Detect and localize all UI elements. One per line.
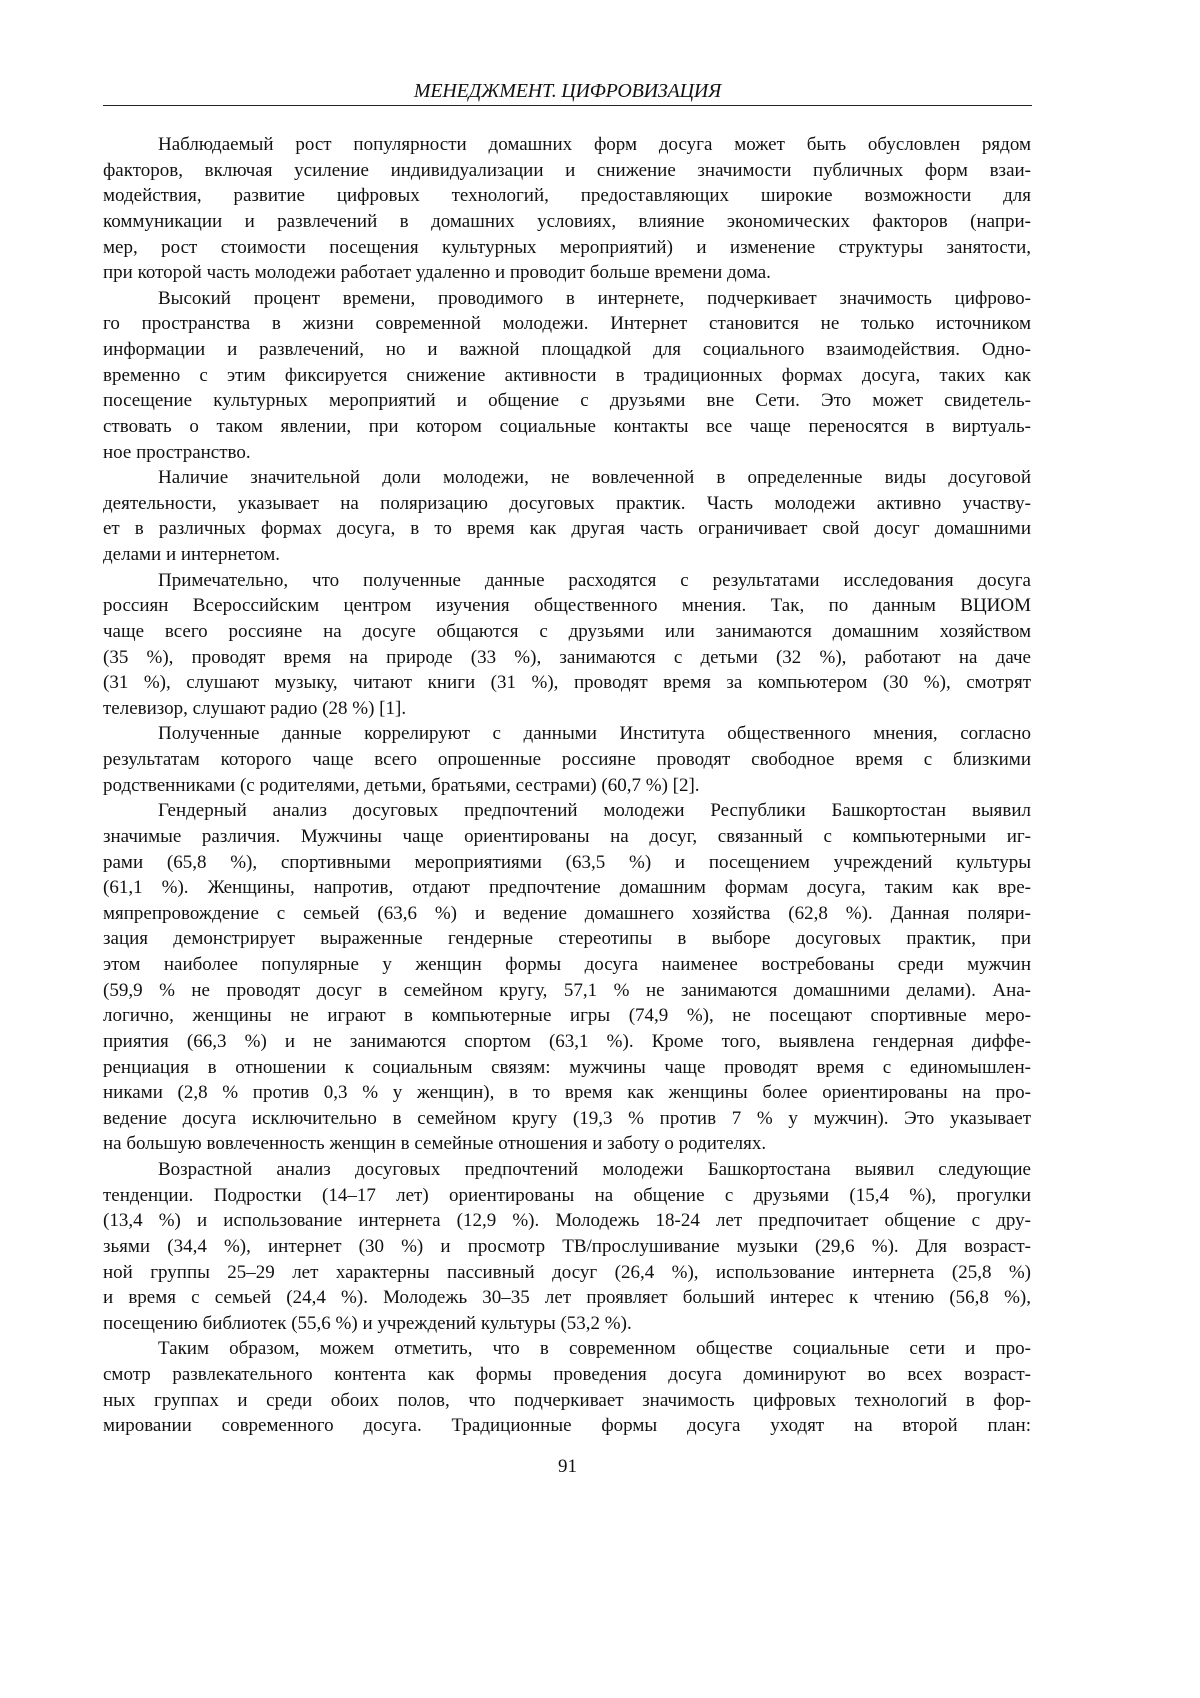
text-line: посещению библиотек (55,6 %) и учреждений культуры (53,2 %). xyxy=(103,1312,632,1334)
text-line: логично, женщины не играют в компьютерные игры (74,9 %), не посещают спортивные меро- xyxy=(103,1005,1031,1027)
paragraph xyxy=(103,1157,1031,1336)
text-line: ных группах и среди обоих полов, что подчеркивает значимость цифровых технологий в фор- xyxy=(103,1389,1031,1411)
text-line: (31 %), слушают музыку, читают книги (31 %), проводят время за компьютером (30 %), смотрят xyxy=(103,672,1031,694)
text-line: и время с семьей (24,4 %). Молодежь 30–35 лет проявляет больший интерес к чтению (56,8 %), xyxy=(103,1287,1031,1309)
text-line: зация демонстрирует выраженные гендерные стереотипы в выборе досуговых практик, при xyxy=(103,928,1031,950)
paragraph xyxy=(103,568,1031,722)
text-line: Таким образом, можем отметить, что в современном обществе социальные сети и про- xyxy=(158,1338,1031,1360)
text-line: ное пространство. xyxy=(103,441,251,463)
text-line: Полученные данные коррелируют с данными Института общественного мнения, согласно xyxy=(158,723,1031,745)
text-line: (35 %), проводят время на природе (33 %), занимаются с детьми (32 %), работают на даче xyxy=(103,646,1031,668)
paragraph xyxy=(103,286,1031,465)
text-line: модействия, развитие цифровых технологий, предоставляющих широкие возможности для xyxy=(103,185,1031,207)
text-line: мировании современного досуга. Традиционные формы досуга уходят на второй план: xyxy=(103,1415,1031,1437)
text-line: мер, рост стоимости посещения культурных мероприятий) и изменение структуры занятости, xyxy=(103,236,1031,258)
text-line: посещение культурных мероприятий и общение с друзьями вне Сети. Это может свидетель- xyxy=(103,390,1031,412)
text-line: этом наиболее популярные у женщин формы досуга наименее востребованы среди мужчин xyxy=(103,954,1031,975)
text-line: (59,9 % не проводят досуг в семейном кругу, 57,1 % не занимаются домашними делами). Ана- xyxy=(103,979,1031,1001)
text-line: Наблюдаемый рост популярности домашних форм досуга может быть обусловлен рядом xyxy=(158,134,1031,155)
text-line: (13,4 %) и использование интернета (12,9 %). Молодежь 18-24 лет предпочитает общение с дру- xyxy=(103,1210,1031,1232)
text-line: мяпрепровождение с семьей (63,6 %) и ведение домашнего хозяйства (62,8 %). Данная поляри- xyxy=(103,902,1031,924)
text-line: Гендерный анализ досуговых предпочтений молодежи Республики Башкортостан выявил xyxy=(158,800,1031,822)
page-number: 91 xyxy=(558,1456,577,1477)
paragraph xyxy=(103,1336,1031,1439)
text-line: чаще всего россияне на досуге общаются с друзьями или занимаются домашним хозяйством xyxy=(103,620,1031,642)
text-line: ренциация в отношении к социальным связям: мужчины чаще проводят время с единомышлен- xyxy=(103,1056,1031,1078)
text-line: го пространства в жизни современной молодежи. Интернет становится не только источником xyxy=(103,313,1031,335)
text-line: рами (65,8 %), спортивными мероприятиями (63,5 %) и посещением учреждений культуры xyxy=(103,851,1031,873)
text-line: Примечательно, что полученные данные расходятся с результатами исследования досуга xyxy=(158,569,1031,591)
text-line: никами (2,8 % против 0,3 % у женщин), в то время как женщины более ориентированы на про- xyxy=(103,1082,1031,1104)
text-line: временно с этим фиксируется снижение активности в традиционных формах досуга, таких как xyxy=(103,364,1031,386)
text-line: ной группы 25–29 лет характерны пассивный досуг (26,4 %), использование интернета (25,8 %) xyxy=(103,1261,1031,1283)
text-line: результатам которого чаще всего опрошенные россияне проводят свободное время с близкими xyxy=(103,749,1031,770)
text-line: на большую вовлеченность женщин в семейные отношения и заботу о родителях. xyxy=(103,1133,767,1155)
text-line: телевизор, слушают радио (28 %) [1]. xyxy=(103,697,407,719)
text-line: делами и интернетом. xyxy=(103,544,281,565)
text-line: Наличие значительной доли молодежи, не вовлеченной в определенные виды досуговой xyxy=(158,467,1031,489)
text-line: россиян Всероссийским центром изучения общественного мнения. Так, по данным ВЦИОМ xyxy=(103,595,1031,617)
paragraph xyxy=(103,721,1031,798)
body-text xyxy=(103,132,1031,1439)
text-line: приятия (66,3 %) и не занимаются спортом (63,1 %). Кроме того, выявлена гендерная диффе- xyxy=(103,1030,1031,1052)
text-line: зьями (34,4 %), интернет (30 %) и просмотр ТВ/прослушивание музыки (29,6 %). Для возраст- xyxy=(103,1235,1031,1257)
text-line: (61,1 %). Женщины, напротив, отдают предпочтение домашним формам досуга, таким как вре- xyxy=(103,877,1031,899)
text-line: значимые различия. Мужчины чаще ориентированы на досуг, связанный с компьютерными иг- xyxy=(103,825,1031,847)
running-header: МЕНЕДЖМЕНТ. ЦИФРОВИЗАЦИЯ xyxy=(413,80,722,102)
text-line: ствовать о таком явлении, при котором социальные контакты все чаще переносятся в виртуаль- xyxy=(103,415,1031,437)
paragraph xyxy=(103,465,1031,568)
text-line: при которой часть молодежи работает удаленно и проводит больше времени дома. xyxy=(103,262,771,284)
text-line: коммуникации и развлечений в домашних условиях, влияние экономических факторов (напри- xyxy=(103,210,1031,232)
text-line: факторов, включая усиление индивидуализации и снижение значимости публичных форм взаи- xyxy=(103,159,1031,181)
text-line: Высокий процент времени, проводимого в интернете, подчеркивает значимость цифрово- xyxy=(158,287,1031,309)
paragraph xyxy=(103,132,1031,286)
text-line: деятельности, указывает на поляризацию досуговых практик. Часть молодежи активно участву- xyxy=(103,492,1031,514)
text-line: информации и развлечений, но и важной площадкой для социального взаимодействия. Одно- xyxy=(103,339,1031,360)
header-divider xyxy=(103,105,1032,106)
text-line: тенденции. Подростки (14–17 лет) ориентированы на общение с друзьями (15,4 %), прогулки xyxy=(103,1184,1031,1206)
text-line: смотр развлекательного контента как формы проведения досуга доминируют во всех возраст- xyxy=(103,1364,1031,1385)
paragraph xyxy=(103,798,1031,1157)
text-line: Возрастной анализ досуговых предпочтений молодежи Башкортостана выявил следующие xyxy=(158,1159,1031,1180)
text-line: родственниками (с родителями, детьми, братьями, сестрами) (60,7 %) [2]. xyxy=(103,774,700,796)
text-line: ведение досуга исключительно в семейном кругу (19,3 % против 7 % у мужчин). Это указывает xyxy=(103,1107,1031,1129)
text-line: ет в различных формах досуга, в то время как другая часть ограничивает свой досуг домашними xyxy=(103,518,1031,540)
